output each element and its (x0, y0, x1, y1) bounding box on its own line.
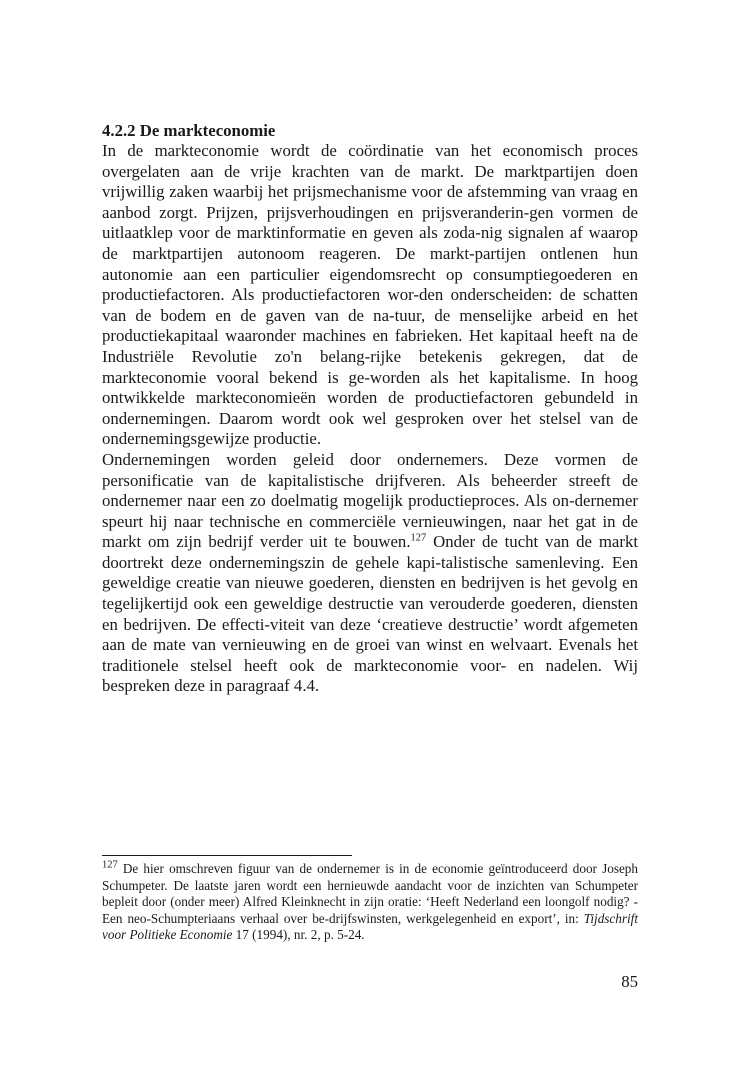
main-text (102, 121, 638, 697)
section-heading: 4.2.2 De markteconomie (102, 121, 276, 140)
footnote-text-b: 17 (1994), nr. 2, p. 5-24. (232, 927, 365, 943)
paragraph-2-text-b: Onder de tucht van de markt doortrekt deze ondernemingszin de gehele kapi-talistische samenleving. Een geweldige creatie van nieuwe goederen, diensten en bedrijven is het gevolg en tegelijkertijd ook een geweldige destructie van verouderde goederen, diensten en bedrijven. De effecti-viteit van deze ‘creatieve destructie’ wordt afgemeten aan de mate van vernieuwing en de groei van winst en welvaart. Evenals het traditionele stelsel heeft ook de markteconomie voor- en nadelen. Wij bespreken deze in paragraaf 4.4. (102, 532, 638, 696)
footnote-text-a: De hier omschreven figuur van de ondernemer is in de economie geïntroduceerd door Joseph Schumpeter. De laatste jaren wordt een hernieuwde aandacht voor de inzichten van Schumpeter bepleit door (onder meer) Alfred Kleinknecht in zijn oratie: ‘Heeft Nederland een loongolf nodig? - Een neo-Schumpteriaans verhaal over be-drijfswinsten, werkgelegenheid en export’, in: (102, 861, 638, 926)
page-number: 85 (621, 972, 638, 991)
paragraph-2 (102, 450, 638, 697)
footnote-divider (102, 855, 352, 856)
paragraph-1: In de markteconomie wordt de coördinatie van het economisch proces overgelaten aan de vrije krachten van de markt. De marktpartijen doen vrijwillig zaken waarbij het prijsmechanisme voor de afstemming van vraag en aanbod zorgt. Prijzen, prijsverhoudingen en prijsveranderin-gen vormen de uitlaatklep voor de marktinformatie en geven als zoda-nig signalen af waarop de marktpartijen autonoom reageren. De markt-partijen ontlenen hun autonomie aan een particulier eigendomsrecht op consumptiegoederen en productiefactoren. Als productiefactoren wor-den onderscheiden: de schatten van de bodem en de gaven van de na-tuur, de menselijke arbeid en het productiekapitaal waaronder machines en fabrieken. Het kapitaal heeft na de Industriële Revolutie zo'n belang-rijke betekenis gekregen, dat de markteconomie vooral bekend is ge-worden als het kapitalisme. In hoog ontwikkelde markteconomieën worden de productiefactoren gebundeld in ondernemingen. Daarom wordt ook wel gesproken over het stelsel van de ondernemingsgewijze productie. (102, 141, 638, 449)
paragraph-2-text-a: Ondernemingen worden geleid door ondernemers. Deze vormen de personificatie van de kapitalistische drijfveren. Als beheerder streeft de ondernemer naar een zo doelmatig mogelijk productieproces. Als on-dernemer speurt hij naar technische en commerciële vernieuwingen, naar het gat in de markt om zijn bedrijf verder uit te bouwen. (102, 449, 638, 552)
footnote-number: 127 (102, 859, 118, 871)
footnote (102, 861, 638, 944)
footnote-reference[interactable]: 127 (410, 532, 427, 544)
footnote-journal-title: Tijdschrift voor Politieke Economie (102, 910, 638, 943)
